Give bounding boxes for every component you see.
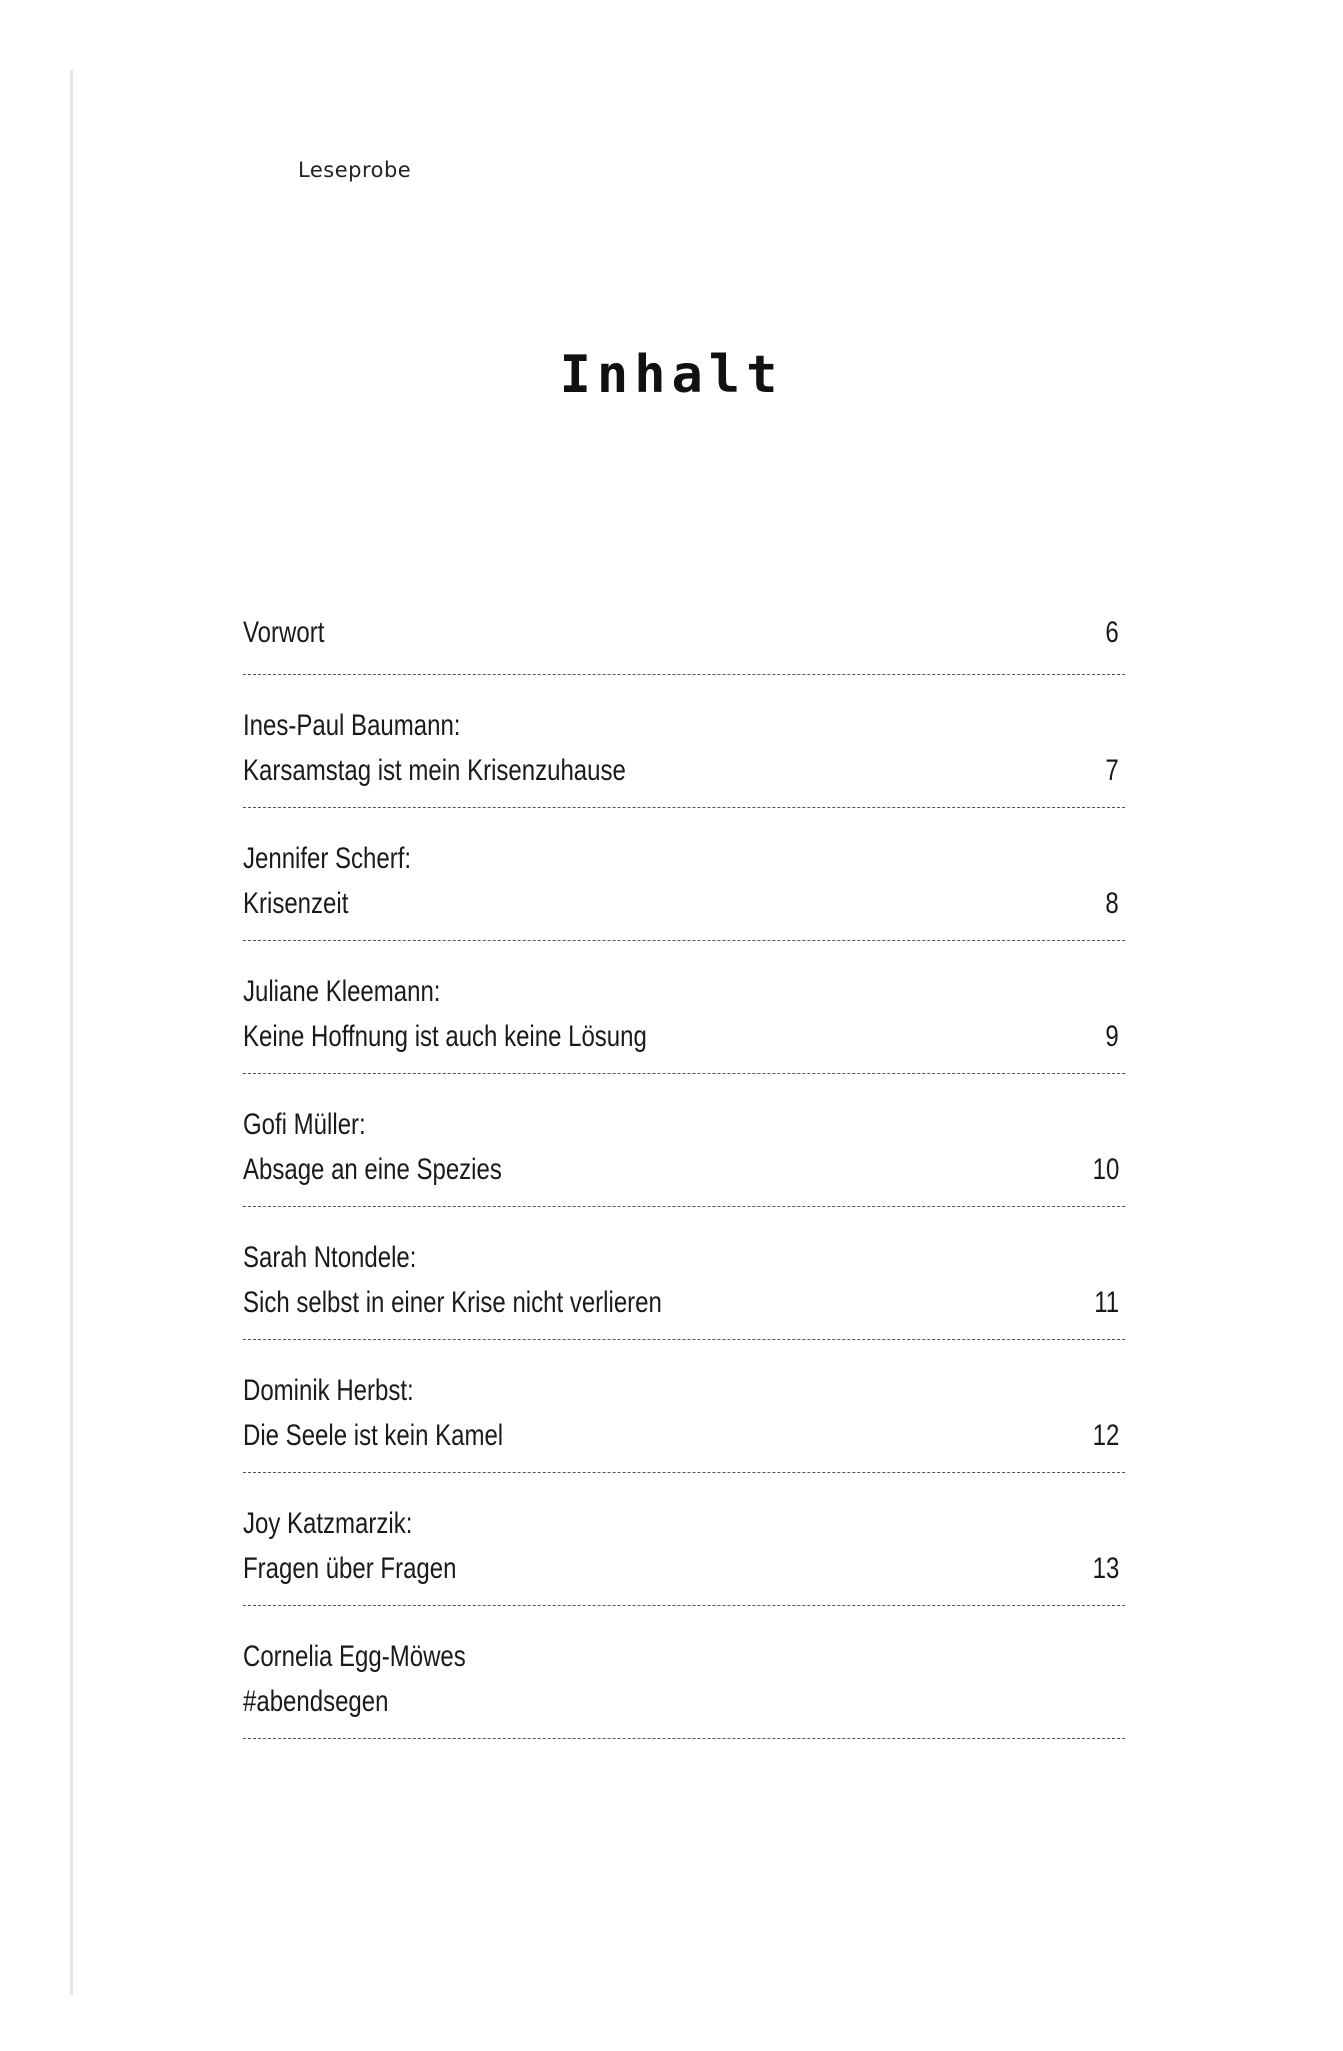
toc-entry-title: Die Seele ist kein Kamel — [243, 1419, 504, 1452]
toc-entry[interactable] — [243, 1606, 1125, 1739]
toc-entry-vorwort[interactable] — [243, 590, 1125, 675]
page-title: Inhalt — [559, 345, 784, 405]
toc-entry-page: 13 — [1092, 1552, 1119, 1585]
toc-entry-title: Fragen über Fragen — [243, 1552, 457, 1585]
toc-entry-page: 12 — [1092, 1419, 1119, 1452]
toc-entry-author: Joy Katzmarzik: — [243, 1507, 413, 1540]
toc-entry-author: Cornelia Egg-Möwes — [243, 1640, 466, 1673]
toc-entry-author: Gofi Müller: — [243, 1108, 366, 1141]
toc-entry[interactable] — [243, 675, 1125, 808]
toc-entry-page: 10 — [1092, 1153, 1119, 1186]
toc-entry-page: 7 — [1105, 754, 1119, 787]
toc-entry-title: Keine Hoffnung ist auch keine Lösung — [243, 1020, 647, 1053]
toc-entry-author: Sarah Ntondele: — [243, 1241, 417, 1274]
toc-entry-page: 11 — [1094, 1286, 1119, 1319]
toc-entry-title: #abendsegen — [243, 1685, 389, 1718]
toc-entry-author: Dominik Herbst: — [243, 1374, 414, 1407]
toc-entry-author: Jennifer Scherf: — [243, 842, 412, 875]
toc-entry-title: Sich selbst in einer Krise nicht verlieren — [243, 1286, 662, 1319]
toc-entry[interactable] — [243, 1207, 1125, 1340]
toc-entry-title: Absage an eine Spezies — [243, 1153, 502, 1186]
toc-entry[interactable] — [243, 1340, 1125, 1473]
table-of-contents — [243, 590, 1125, 1739]
toc-entry-author: Ines-Paul Baumann: — [243, 709, 461, 742]
toc-entry[interactable] — [243, 1074, 1125, 1207]
toc-entry-title: Krisenzeit — [243, 887, 349, 920]
toc-entry[interactable] — [243, 941, 1125, 1074]
toc-entry-page: 6 — [1105, 616, 1119, 649]
toc-entry-title: Karsamstag ist mein Krisenzuhause — [243, 754, 626, 787]
toc-entry[interactable] — [243, 808, 1125, 941]
toc-entry-page: 9 — [1105, 1020, 1119, 1053]
header-label: Leseprobe — [298, 158, 412, 182]
toc-entry[interactable] — [243, 1473, 1125, 1606]
toc-entry-author: Juliane Kleemann: — [243, 975, 441, 1008]
toc-entry-title: Vorwort — [243, 616, 325, 649]
toc-entry-page: 8 — [1105, 887, 1119, 920]
